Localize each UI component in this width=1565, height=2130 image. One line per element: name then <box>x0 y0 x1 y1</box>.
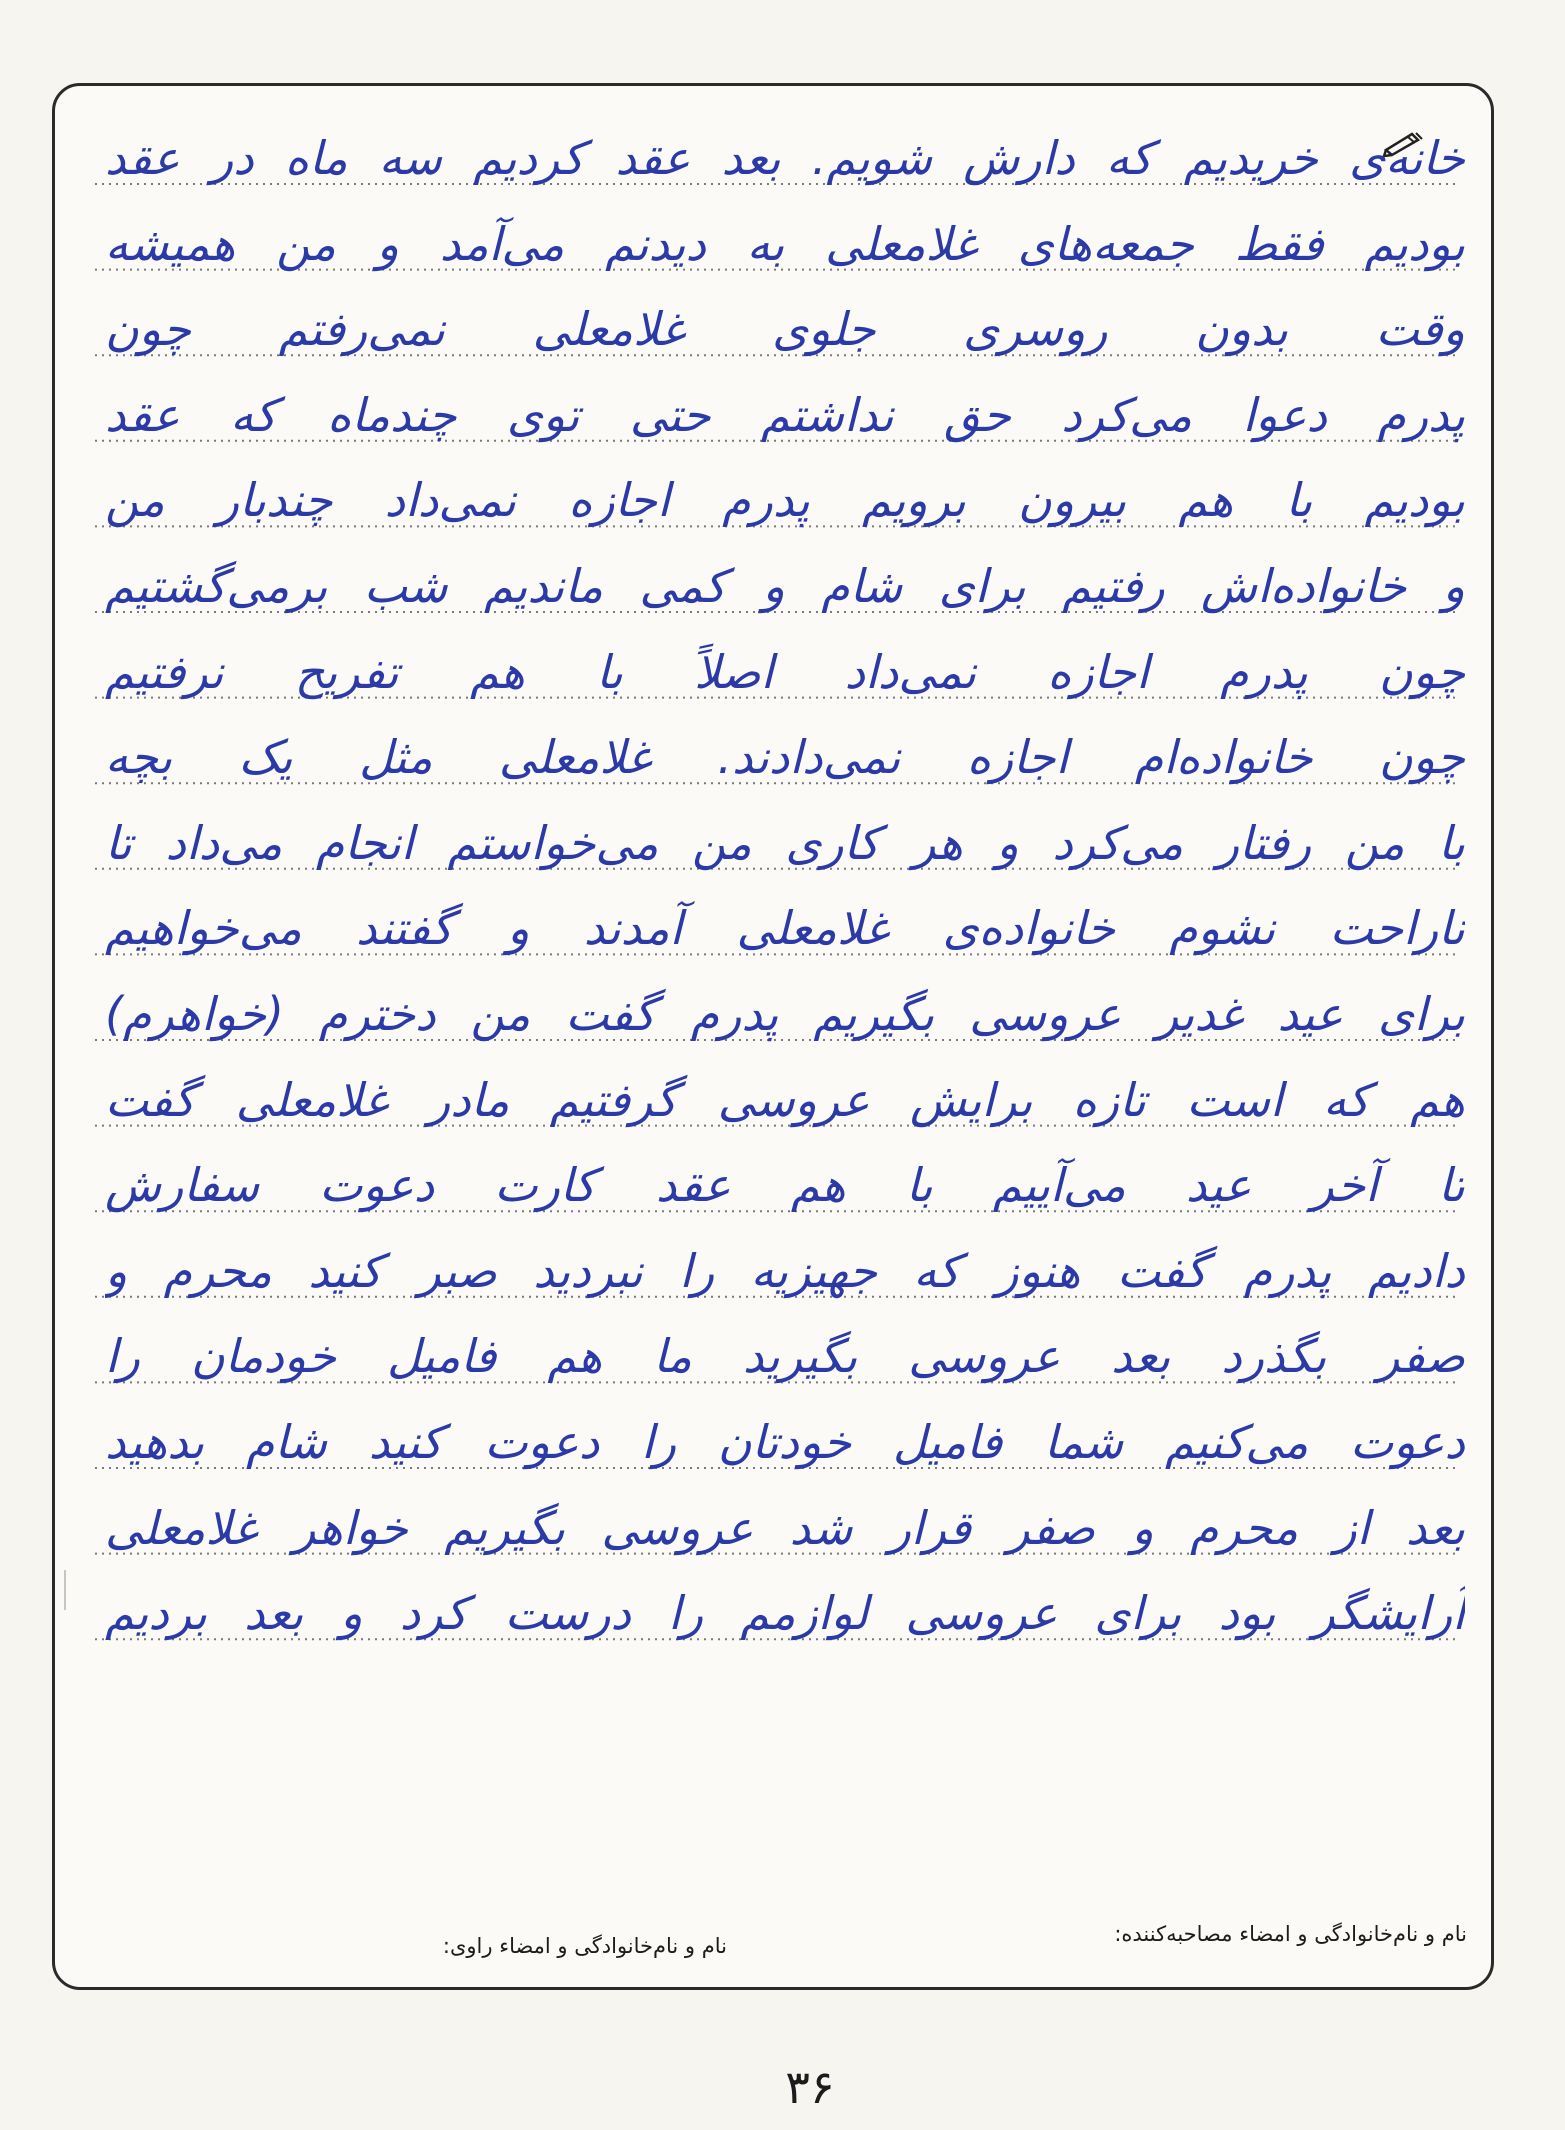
page-number: ۳۶ <box>785 2060 835 2114</box>
handwritten-line: دادیم پدرم گفت هنوز که جهیزیه را نبردید صبر کنید محرم و <box>105 1243 1465 1298</box>
handwritten-line: تا آخر عید می‌آییم با هم عقد کارت دعوت سفارش <box>105 1158 1465 1213</box>
handwritten-line: خانه‌ی خریدیم که دارش شویم. بعد عقد کردیم سه ماه در عقد <box>105 131 1465 185</box>
handwritten-line: دعوت می‌کنیم شما فامیل خودتان را دعوت کنید شام بدهید <box>105 1415 1465 1469</box>
handwritten-line: صفر بگذرد بعد عروسی بگیرید ما هم فامیل خودمان را <box>105 1329 1465 1384</box>
handwritten-line: با من رفتار می‌کرد و هر کاری من می‌خواستم انجام می‌داد تا <box>105 815 1465 870</box>
interviewer-signature-label: نام و نام‌خانوادگی و امضاء مصاحبه‌کننده: <box>1114 1922 1467 1946</box>
handwritten-line: چون پدرم اجازه نمی‌داد اصلاً با هم تفریح نرفتیم <box>105 644 1465 699</box>
handwritten-line: آرایشگر بود برای عروسی لوازمم را درست کرد و بعد بردیم <box>105 1586 1465 1641</box>
handwritten-line: چون خانواده‌ام اجازه نمی‌دادند. غلامعلی مثل یک بچه <box>105 730 1465 785</box>
handwritten-line: و خانواده‌اش رفتیم برای شام و کمی ماندیم شب برمی‌گشتیم <box>105 559 1465 613</box>
handwritten-line: بودیم با هم بیرون برویم پدرم اجازه نمی‌داد چندبار من <box>105 473 1465 528</box>
handwritten-line: بودیم فقط جمعه‌های غلامعلی به دیدنم می‌آمد و من همیشه <box>105 216 1465 271</box>
handwritten-line: برای عید غدیر عروسی بگیریم پدرم گفت من دخترم (خواهرم) <box>105 987 1465 1041</box>
handwritten-line: بعد از محرم و صفر قرار شد عروسی بگیریم خواهر غلامعلی <box>105 1500 1465 1555</box>
margin-mark <box>64 1570 66 1610</box>
handwritten-line: هم که است تازه برایش عروسی گرفتیم مادر غلامعلی گفت <box>105 1072 1465 1127</box>
handwritten-line: ناراحت نشوم خانواده‌ی غلامعلی آمدند و گفتند می‌خواهیم <box>105 901 1465 956</box>
handwritten-line: وقت بدون روسری جلوی غلامعلی نمی‌رفتم چون <box>105 302 1465 357</box>
handwritten-line: پدرم دعوا می‌کرد حق نداشتم حتی توی چندماه که عقد <box>105 387 1465 442</box>
narrator-signature-label: نام و نام‌خانوادگی و امضاء راوی: <box>442 1934 727 1958</box>
